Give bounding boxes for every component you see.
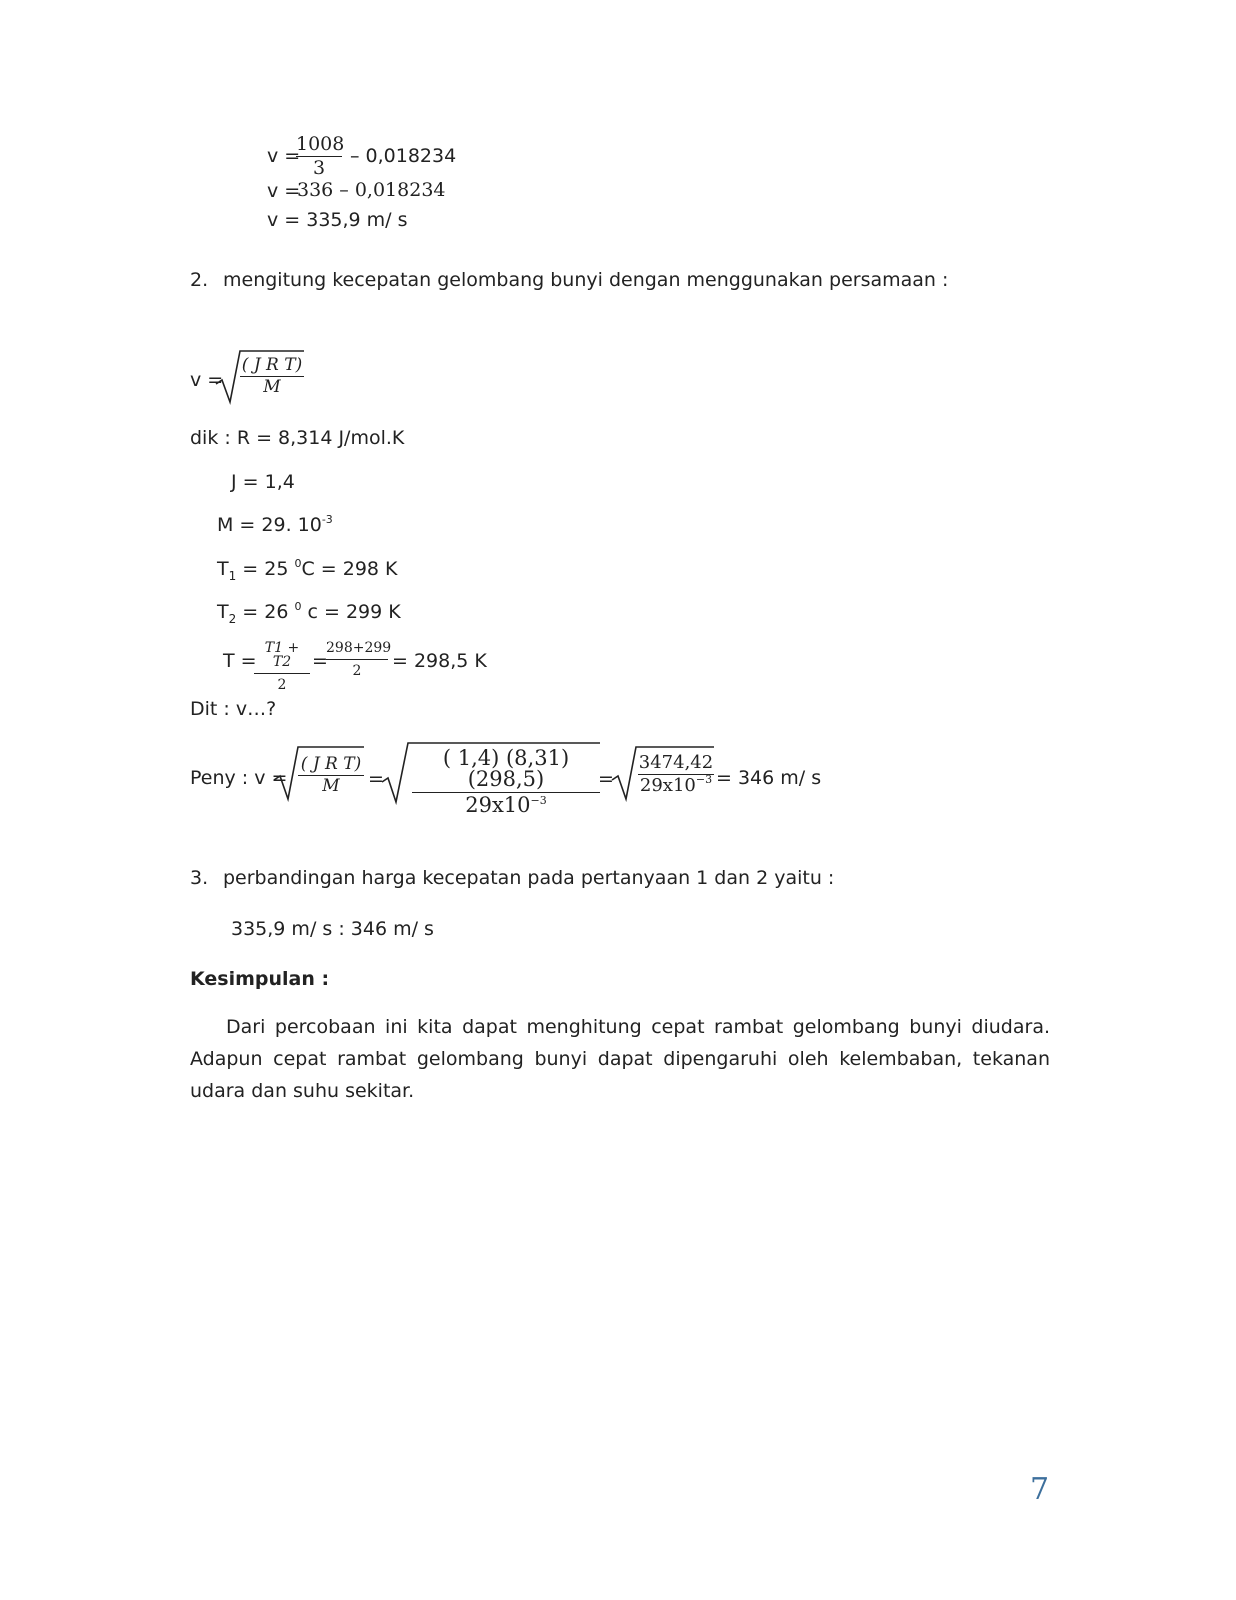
formula-numerator: ( J R T) (241, 355, 303, 375)
calc1-fraction (296, 133, 345, 179)
solution-equals-1: = (368, 768, 384, 790)
known-t-fraction2-num: 298+299 (326, 640, 392, 656)
known-t2-value: = 26 (236, 601, 295, 623)
known-t-fraction2-den: 2 (352, 663, 362, 679)
item3-number: 3. (190, 867, 209, 889)
solution-fraction-3-den-exp: −3 (695, 773, 713, 786)
calc1-denominator: 3 (312, 157, 326, 179)
known-t2-degree: 0 (294, 600, 302, 613)
known-r: dik : R = 8,314 J/mol.K (190, 427, 405, 449)
solution-fraction-1-den: M (322, 776, 340, 796)
calc1-numerator: 1008 (296, 133, 345, 155)
known-t2-symbol: T (217, 601, 229, 623)
solution-fraction-2 (412, 748, 600, 816)
known-t1-value: = 25 (236, 558, 295, 580)
item3-text: perbandingan harga kecepatan pada pertanyaan 1 dan 2 yaitu : (223, 867, 835, 889)
known-t-fraction1-num: T1 + T2 (264, 640, 300, 670)
calc1-result: v = 335,9 m/ s (267, 209, 408, 231)
calc1-line2-lhs: v = (267, 180, 301, 202)
solution-fraction-2-den (412, 795, 600, 816)
solution-fraction-3-den-base: 29x10 (639, 775, 696, 796)
solution-equals-2: = (598, 768, 614, 790)
solution-fraction-1 (298, 756, 364, 795)
known-t2-unit: c = 299 K (301, 601, 401, 623)
known-j: J = 1,4 (231, 471, 295, 493)
known-t1 (217, 557, 398, 583)
known-t-fraction2 (326, 640, 392, 679)
conclusion-body: Dari percobaan ini kita dapat menghitung cepat rambat gelombang bunyi diudara. Adapun cepat rambat gelombang bunyi dapat dipengaruhi oleh kelembaban, tekanan udara dan suhu sekitar. (190, 1016, 1050, 1102)
known-t2 (217, 600, 401, 626)
item3-comparison: 335,9 m/ s : 346 m/ s (231, 918, 434, 940)
known-t1-subscript: 1 (228, 569, 237, 583)
known-t-lhs: T = (223, 650, 257, 672)
solution-fraction-3-num: 3474,42 (638, 752, 714, 773)
known-t1-degree: 0 (294, 557, 302, 570)
solution-fraction-1-num: ( J R T) (300, 754, 362, 774)
known-t2-subscript: 2 (228, 612, 237, 626)
known-t1-symbol: T (217, 558, 229, 580)
formula-denominator: M (263, 377, 281, 397)
solution-fraction-2-den-base: 29x10 (465, 793, 531, 817)
formula-lhs: v = (190, 369, 224, 391)
calc1-line2-expr: 336 – 0,018234 (297, 179, 446, 201)
solution-lhs: Peny : v = (190, 767, 288, 789)
known-t1-unit: C = 298 K (301, 558, 398, 580)
solution-fraction-3 (638, 754, 714, 795)
known-t-fraction1 (254, 641, 310, 692)
known-m-exponent: -3 (321, 513, 333, 526)
conclusion-heading: Kesimpulan : (190, 968, 330, 990)
solution-fraction-2-den-exp: −3 (530, 794, 547, 807)
known-m (217, 513, 333, 536)
solution-fraction-3-den (638, 773, 714, 796)
item2-number: 2. (190, 269, 209, 291)
solution-result: = 346 m/ s (716, 767, 822, 789)
asked-label: Dit : v…? (190, 698, 277, 720)
item2-text: mengitung kecepatan gelombang bunyi dengan menggunakan persamaan : (223, 269, 949, 291)
known-t-result: = 298,5 K (392, 650, 487, 672)
solution-fraction-2-num: ( 1,4) (8,31)(298,5) (442, 746, 570, 791)
known-t-equals: = (312, 650, 328, 672)
calc1-lhs: v = (267, 145, 301, 167)
calc1-rhs: – 0,018234 (350, 145, 457, 167)
page-number: 7 (1030, 1472, 1050, 1507)
known-m-base: M = 29. 10 (217, 514, 322, 536)
formula-fraction (240, 357, 304, 396)
known-t-fraction1-den: 2 (277, 677, 287, 693)
